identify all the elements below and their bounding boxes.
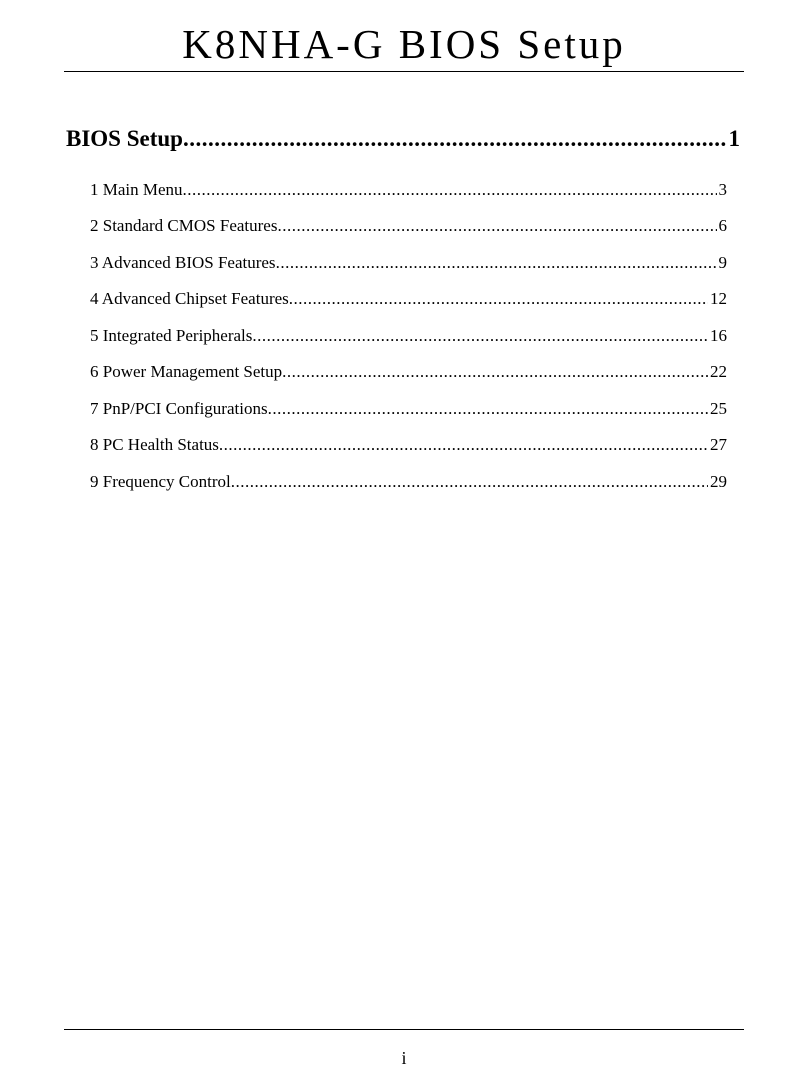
toc-entry-title: 1 Main Menu [90, 180, 183, 199]
toc-entry-page: 16 [710, 326, 727, 345]
toc-entry-pc-health[interactable] [90, 434, 727, 456]
toc-entry-title: 9 Frequency Control [90, 472, 231, 491]
toc-entry-page: 27 [710, 435, 727, 454]
page-number: i [401, 1048, 407, 1068]
toc-entry-page: 29 [710, 472, 727, 491]
toc-leader-dots [289, 288, 708, 310]
toc-entry-title: 6 Power Management Setup [90, 362, 283, 381]
toc-entry-title: 4 Advanced Chipset Features [90, 289, 289, 308]
toc-entry-title: 8 PC Health Status [90, 435, 219, 454]
header-divider [64, 71, 744, 72]
toc-entry-title: 5 Integrated Peripherals [90, 326, 253, 345]
toc-entry-frequency-control[interactable] [90, 471, 727, 493]
toc-entry-title: 3 Advanced BIOS Features [90, 253, 276, 272]
toc-leader-dots [183, 179, 717, 201]
page-title: K8NHA-G BIOS Setup [182, 21, 626, 67]
toc-entry-page: 12 [710, 289, 727, 308]
toc-entry-main-menu[interactable] [90, 179, 727, 201]
toc-main-title: BIOS Setup [66, 126, 183, 151]
toc-leader-dots [277, 215, 716, 237]
toc-entry-page: 25 [710, 399, 727, 418]
toc-entry-integrated-peripherals[interactable] [90, 325, 727, 347]
toc-main-page: 1 [728, 126, 740, 151]
toc-leader-dots [282, 361, 708, 383]
toc-entry-advanced-chipset[interactable] [90, 288, 727, 310]
toc-entry-standard-cmos[interactable] [90, 215, 727, 237]
toc-entry-advanced-bios[interactable] [90, 252, 727, 274]
toc-entry-title: 2 Standard CMOS Features [90, 216, 278, 235]
toc-entry-page: 22 [710, 362, 727, 381]
toc-entry-power-management[interactable] [90, 361, 727, 383]
toc-entry-pnp-pci[interactable] [90, 398, 727, 420]
toc-entry-page: 9 [718, 253, 727, 272]
toc-entry-page: 3 [718, 180, 727, 199]
toc-leader-dots [268, 398, 708, 420]
footer-divider [64, 1029, 744, 1030]
toc-leader-dots [219, 434, 708, 456]
toc-leader-dots [183, 124, 727, 154]
toc-main-entry[interactable] [66, 124, 740, 154]
toc-entry-page: 6 [718, 216, 727, 235]
toc-leader-dots [276, 252, 717, 274]
toc-entry-title: 7 PnP/PCI Configurations [90, 399, 268, 418]
toc-leader-dots [252, 325, 708, 347]
toc-leader-dots [231, 471, 708, 493]
